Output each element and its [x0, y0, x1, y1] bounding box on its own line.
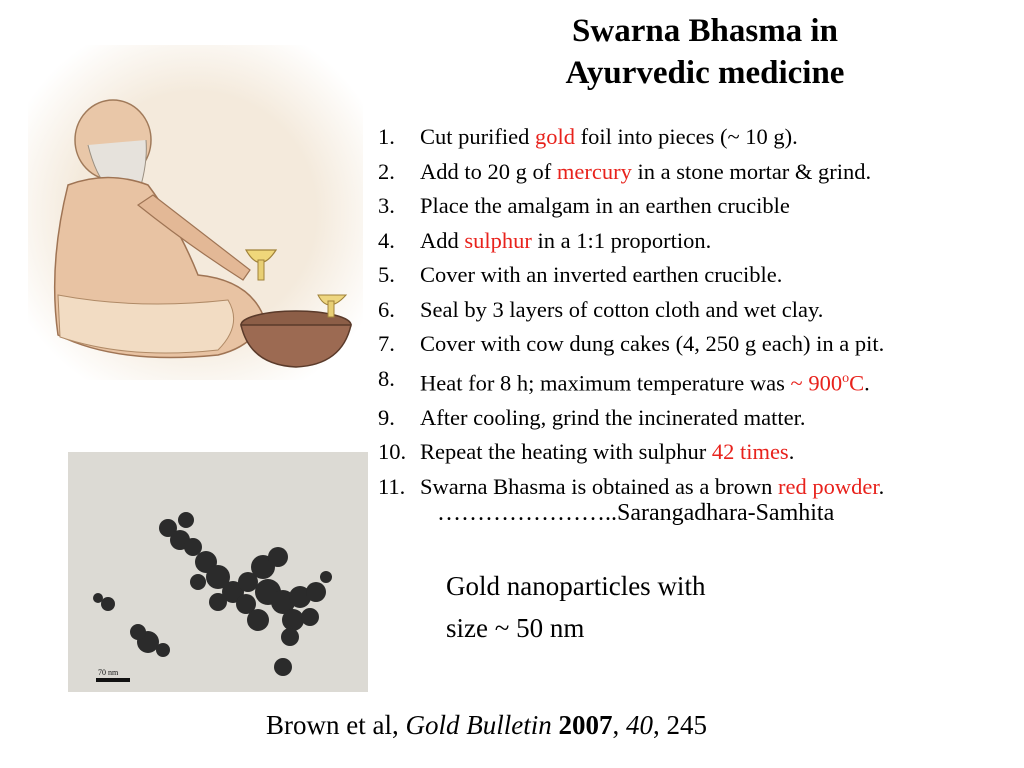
procedure-step	[378, 120, 1018, 155]
step-number: 9.	[378, 404, 395, 430]
step-text: .	[878, 473, 885, 499]
step-text: After cooling, grind the incinerated matter.	[420, 404, 806, 430]
step-number: 8.	[378, 365, 395, 391]
step-text: Swarna Bhasma is obtained as a brown	[420, 473, 779, 499]
step-number: 6.	[378, 296, 395, 322]
tem-micrograph	[68, 452, 368, 692]
highlighted-term: o	[842, 370, 850, 386]
step-text: Cover with cow dung cakes (4, 250 g each) in a pit.	[420, 331, 885, 356]
citation-volume: 40	[625, 710, 653, 740]
citation-journal: Gold Bulletin	[405, 710, 552, 740]
highlighted-term: ~ 900	[790, 370, 843, 395]
step-number: 5.	[378, 262, 395, 287]
highlighted-term: sulphur	[464, 227, 532, 253]
highlighted-term: 42 times	[711, 439, 789, 464]
step-text: .	[788, 439, 795, 464]
step-number: 11.	[378, 473, 406, 499]
slide-title	[505, 10, 905, 94]
step-text: in a 1:1 proportion.	[531, 227, 712, 253]
step-text: Add	[420, 227, 465, 253]
procedure-step	[378, 435, 1018, 470]
citation: Brown et al, Gold Bulletin 2007, 40, 245	[266, 710, 707, 740]
step-text: Seal by 3 layers of cotton cloth and wet clay.	[420, 296, 824, 322]
procedure-steps	[378, 120, 1018, 504]
citation-pages: 245	[666, 710, 707, 740]
citation-authors: Brown et al,	[266, 710, 406, 740]
step-number: 7.	[378, 331, 395, 356]
step-text: Cover with an inverted earthen crucible.	[420, 262, 783, 287]
source-attribution: …………………..Sarangadhara-Samhita	[437, 500, 835, 526]
procedure-step	[378, 258, 1018, 293]
step-text: in a stone mortar & grind.	[631, 158, 872, 184]
procedure-step	[378, 362, 1018, 401]
step-text: Repeat the heating with sulphur	[420, 439, 712, 464]
scale-bar-label: 70 nm	[98, 668, 119, 677]
step-text: Heat for 8 h; maximum temperature was	[420, 370, 791, 395]
step-text: Place the amalgam in an earthen crucible	[420, 193, 790, 218]
title-line-1: Swarna Bhasma in	[572, 13, 838, 49]
procedure-step	[378, 327, 1018, 362]
step-number: 2.	[378, 158, 395, 184]
step-number: 1.	[378, 124, 395, 149]
procedure-step	[378, 189, 1018, 224]
procedure-step	[378, 401, 1018, 436]
step-number: 4.	[378, 227, 395, 253]
step-text: Cut purified	[420, 124, 535, 149]
step-number: 3.	[378, 193, 395, 218]
procedure-step	[378, 224, 1018, 259]
caption-line-2: size ~ 50 nm	[446, 613, 585, 643]
highlighted-term: gold	[534, 124, 575, 149]
citation-year: 2007	[558, 710, 613, 740]
highlighted-term: red powder	[778, 473, 879, 499]
procedure-step	[378, 155, 1018, 190]
caption-line-1: Gold nanoparticles with	[446, 571, 706, 601]
procedure-step	[378, 293, 1018, 328]
title-line-2: Ayurvedic medicine	[565, 55, 845, 91]
nanoparticle-caption	[446, 565, 705, 649]
step-text: .	[864, 370, 870, 395]
sage-illustration	[28, 45, 363, 380]
step-number: 10.	[378, 439, 407, 464]
procedure-step	[378, 470, 1018, 505]
step-text: foil into pieces (~ 10 g).	[575, 124, 798, 149]
highlighted-term: C	[849, 370, 865, 395]
highlighted-term: mercury	[556, 158, 632, 184]
step-text: Add to 20 g of	[420, 158, 557, 184]
